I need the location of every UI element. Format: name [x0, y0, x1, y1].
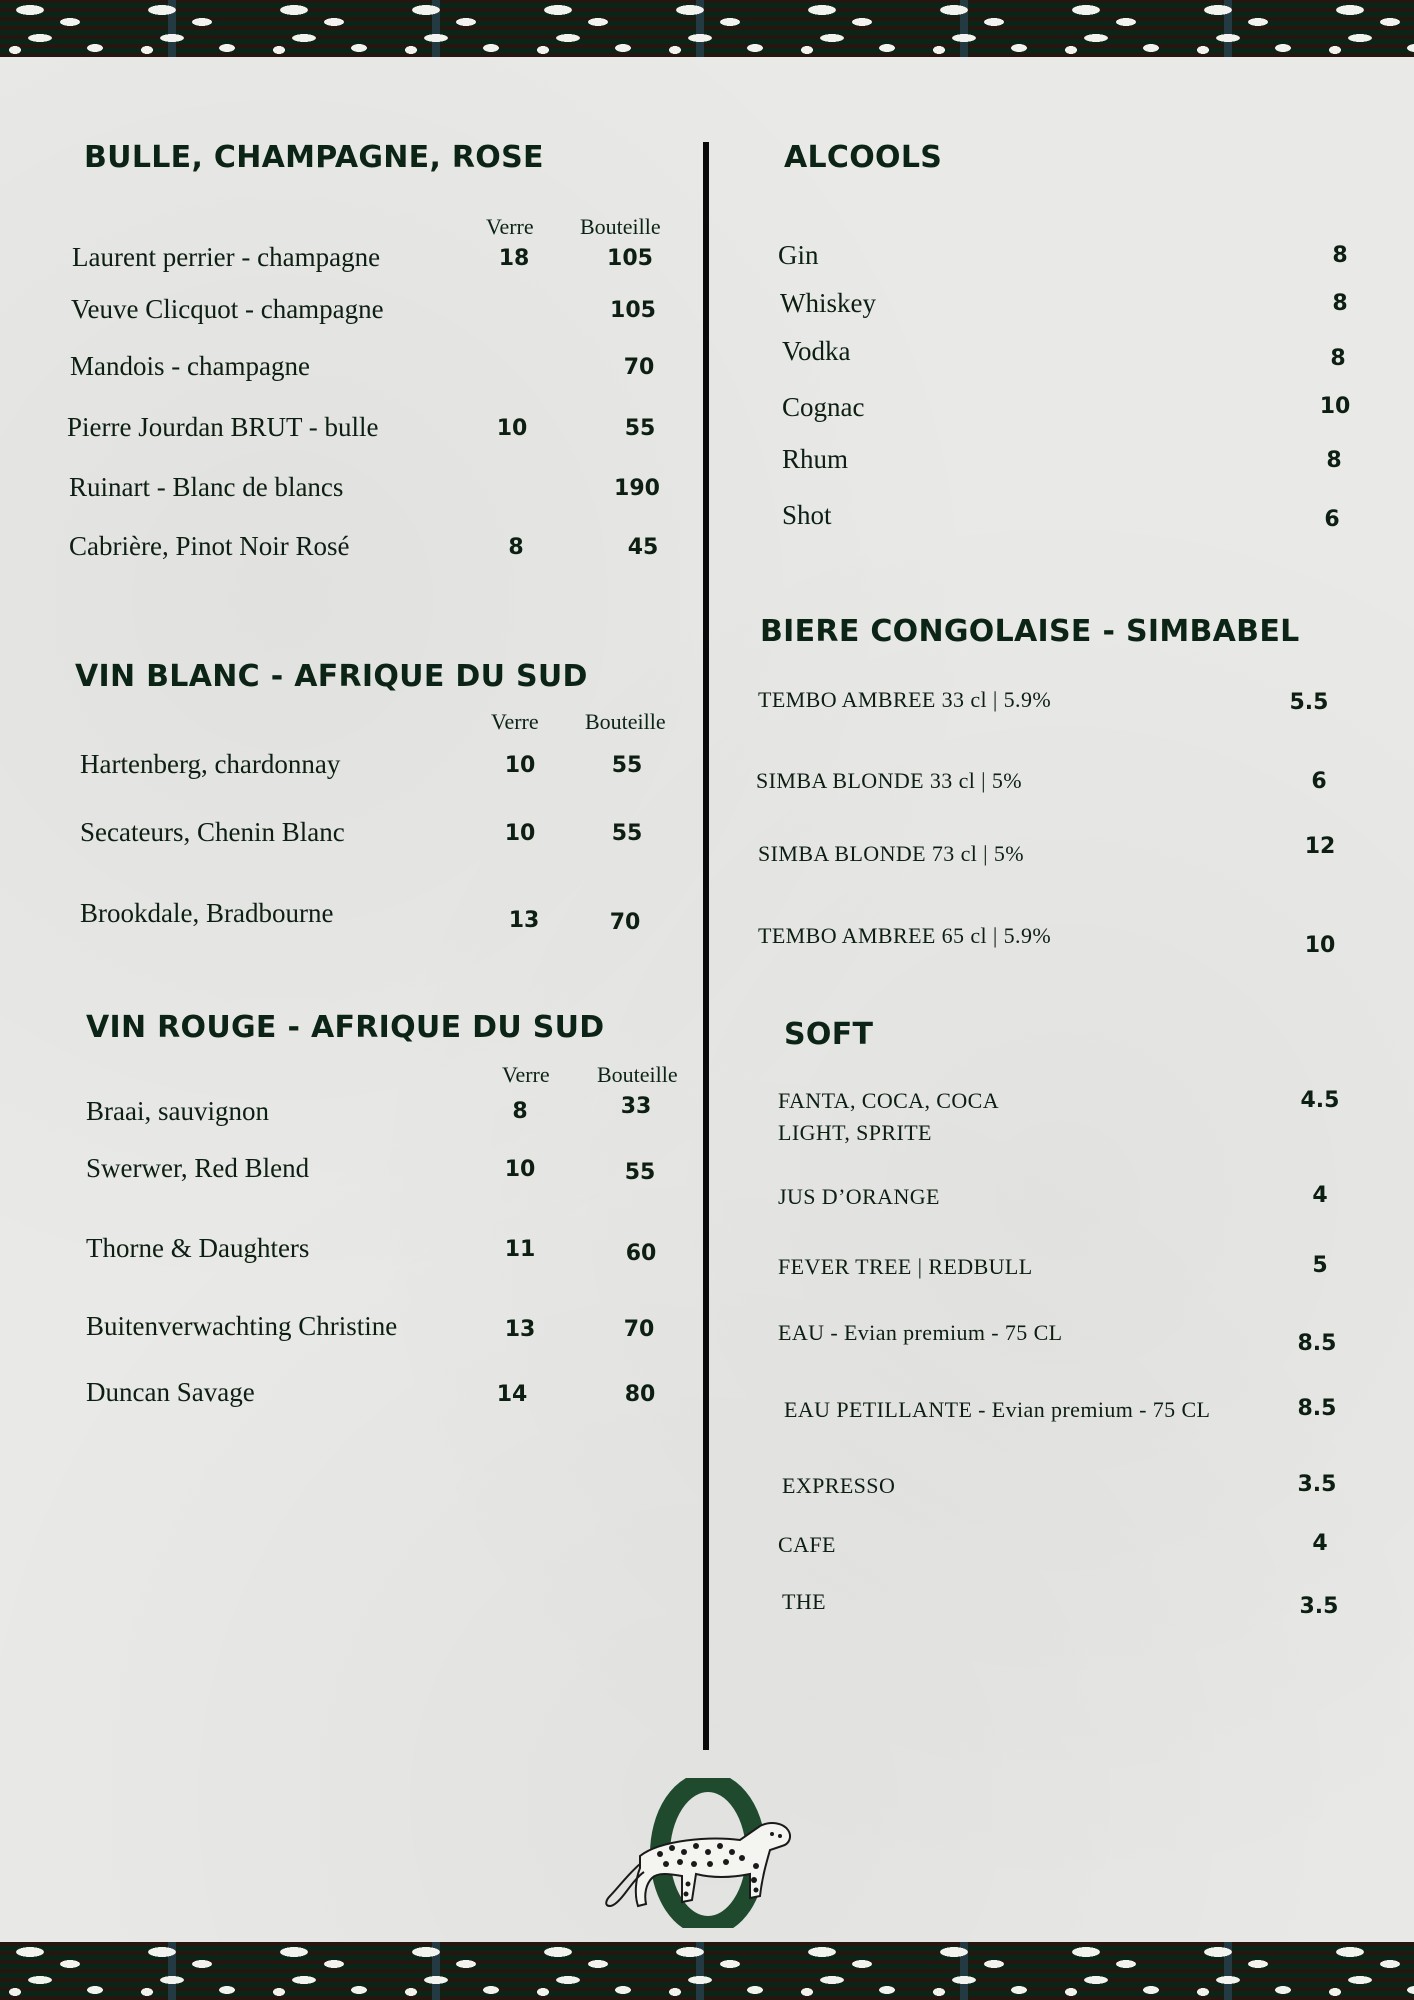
section-title-alcools: ALCOOLS [784, 140, 943, 175]
item-price: 3.5 [1297, 1472, 1337, 1497]
item-name: FEVER TREE | REDBULL [778, 1254, 1033, 1279]
item-price-verre: 13 [504, 1317, 536, 1342]
item-price-bouteille: 105 [607, 246, 653, 271]
item-price-verre: 13 [508, 908, 540, 933]
item-price: 8 [1326, 448, 1342, 473]
item-name: EXPRESSO [782, 1473, 896, 1498]
section-title-vin-blanc: VIN BLANC - AFRIQUE DU SUD [75, 659, 588, 694]
item-price-bouteille: 45 [627, 535, 659, 560]
item-name: Swerwer, Red Blend [86, 1153, 310, 1183]
item-name: SIMBA BLONDE 33 cl | 5% [756, 768, 1022, 793]
item-name: Braai, sauvignon [86, 1096, 269, 1126]
item-name: FANTA, COCA, COCA [778, 1088, 999, 1113]
item-name: EAU - Evian premium - 75 CL [778, 1320, 1063, 1345]
pattern-ornament [0, 1942, 1414, 2000]
column-header-verre: Verre [502, 1062, 550, 1087]
column-divider [703, 142, 709, 1750]
column-header-verre: Verre [486, 214, 534, 239]
item-price-verre: 10 [504, 821, 536, 846]
item-price: 4 [1312, 1531, 1328, 1556]
item-name: Brookdale, Bradbourne [80, 898, 334, 928]
item-name: Pierre Jourdan BRUT - bulle [67, 412, 379, 442]
item-price-verre: 10 [496, 416, 528, 441]
item-price: 4.5 [1300, 1088, 1340, 1113]
item-price-bouteille: 70 [609, 910, 641, 935]
item-name: Hartenberg, chardonnay [80, 749, 341, 779]
item-price-bouteille: 55 [624, 416, 656, 441]
item-price: 8.5 [1297, 1396, 1337, 1421]
item-name: TEMBO AMBREE 33 cl | 5.9% [758, 687, 1052, 712]
item-name: Laurent perrier - champagne [72, 242, 381, 272]
item-price-bouteille: 80 [624, 1382, 656, 1407]
item-price-bouteille: 70 [623, 355, 655, 380]
item-name: THE [782, 1589, 826, 1614]
item-name: Buitenverwachting Christine [86, 1311, 398, 1341]
bottom-pattern-band [0, 1942, 1414, 2000]
item-name: Cognac [782, 392, 865, 422]
item-price-bouteille: 33 [620, 1094, 652, 1119]
item-name: Cabrière, Pinot Noir Rosé [69, 531, 350, 561]
item-price-bouteille: 70 [623, 1317, 655, 1342]
item-name: SIMBA BLONDE 73 cl | 5% [758, 841, 1024, 866]
item-price: 5 [1312, 1253, 1328, 1278]
column-header-bouteille: Bouteille [580, 214, 661, 239]
item-price-verre: 11 [504, 1237, 536, 1262]
item-name: CAFE [778, 1532, 836, 1557]
item-name: Mandois - champagne [70, 351, 310, 381]
item-name: Gin [778, 240, 819, 270]
item-name: Ruinart - Blanc de blancs [69, 472, 344, 502]
leopard-logo-icon [600, 1778, 810, 1928]
column-header-bouteille: Bouteille [597, 1062, 678, 1087]
item-price-verre: 10 [504, 753, 536, 778]
item-price: 5.5 [1289, 690, 1329, 715]
item-price: 3.5 [1299, 1594, 1339, 1619]
item-name: Thorne & Daughters [86, 1233, 310, 1263]
item-price: 8 [1332, 243, 1348, 268]
column-header-verre: Verre [491, 709, 539, 734]
item-price-verre: 10 [504, 1157, 536, 1182]
item-name: JUS D’ORANGE [778, 1184, 940, 1209]
item-price: 8.5 [1297, 1331, 1337, 1356]
column-header-bouteille: Bouteille [585, 709, 666, 734]
section-title-biere: BIERE CONGOLAISE - SIMBABEL [760, 614, 1300, 649]
item-price-verre: 18 [498, 246, 530, 271]
item-price: 10 [1319, 394, 1351, 419]
item-name: Shot [782, 500, 832, 530]
item-name: EAU PETILLANTE - Evian premium - 75 CL [784, 1397, 1211, 1422]
item-name: Duncan Savage [86, 1377, 255, 1407]
item-price-bouteille: 55 [611, 753, 643, 778]
item-price-bouteille: 190 [614, 476, 660, 501]
item-name: TEMBO AMBREE 65 cl | 5.9% [758, 923, 1052, 948]
item-price: 10 [1304, 933, 1336, 958]
item-price: 8 [1332, 291, 1348, 316]
item-price: 6 [1324, 507, 1340, 532]
top-pattern-band [0, 0, 1414, 57]
item-price-bouteille: 105 [610, 298, 656, 323]
item-price: 8 [1330, 346, 1346, 371]
item-name: Secateurs, Chenin Blanc [80, 817, 345, 847]
item-name: Vodka [782, 336, 851, 366]
item-name: Rhum [782, 444, 849, 474]
item-price: 6 [1311, 769, 1327, 794]
item-price-verre: 14 [496, 1382, 528, 1407]
item-price: 12 [1304, 834, 1336, 859]
item-name: Veuve Clicquot - champagne [71, 294, 384, 324]
section-title-vin-rouge: VIN ROUGE - AFRIQUE DU SUD [86, 1010, 605, 1045]
section-title-bulle: BULLE, CHAMPAGNE, ROSE [84, 140, 544, 175]
item-price-bouteille: 55 [611, 821, 643, 846]
section-title-soft: SOFT [784, 1017, 874, 1052]
item-price-bouteille: 55 [624, 1160, 656, 1185]
item-name-line2: LIGHT, SPRITE [778, 1120, 932, 1145]
item-price: 4 [1312, 1183, 1328, 1208]
pattern-ornament [0, 0, 1414, 57]
item-price-bouteille: 60 [625, 1241, 657, 1266]
item-price-verre: 8 [508, 535, 524, 560]
item-name: Whiskey [780, 288, 876, 318]
item-price-verre: 8 [512, 1099, 528, 1124]
